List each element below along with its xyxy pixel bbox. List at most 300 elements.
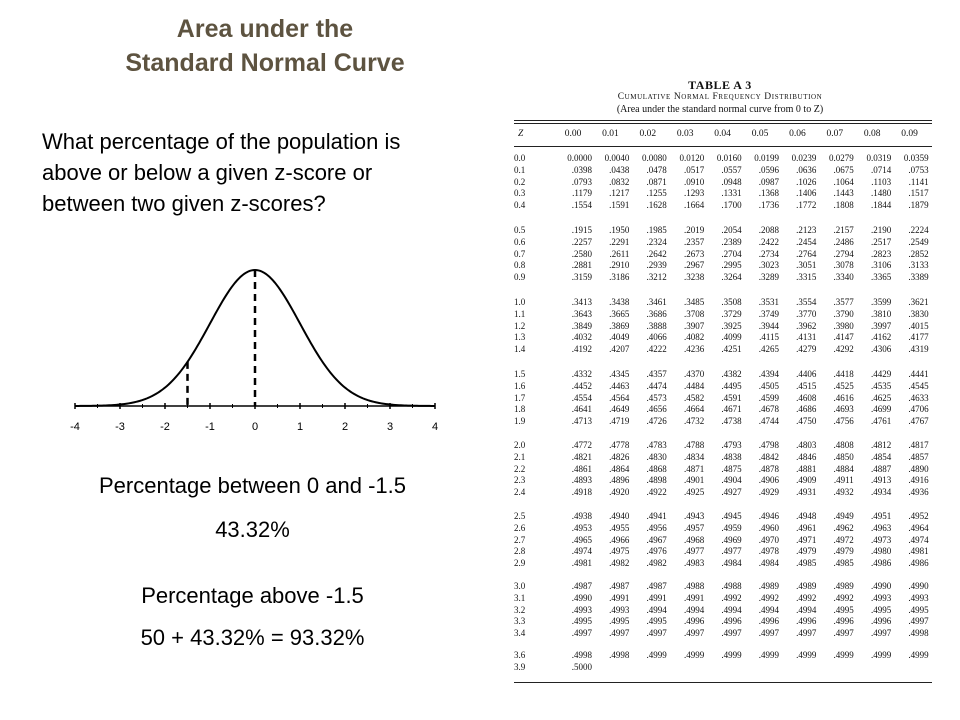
table-cell: .1026 [796,176,817,187]
table-cell: .4990 [908,581,929,591]
table-cell: .4995 [833,604,854,615]
table-cell: .4761 [870,416,892,427]
table-cell: .2123 [796,225,817,235]
table-cell: .4066 [646,332,667,343]
z-value: 2.9 [514,558,526,569]
x-tick-label: 2 [341,421,349,433]
table-cell: .3531 [758,297,779,307]
table-cell: .2549 [908,236,929,247]
value-column [816,511,854,570]
table-cell: .2324 [646,236,667,247]
z-value: 3.4 [514,628,526,639]
table-cell: .4997 [683,628,705,639]
z-value: 2.4 [514,487,526,498]
table-cell: 0.0000 [567,153,592,163]
table-cell: .1443 [833,188,854,199]
table-cell: .3485 [683,297,705,307]
table-cell: .4972 [833,534,854,545]
z-value: 0.9 [514,272,526,283]
table-cell: .2611 [609,248,630,259]
table-cell: .4996 [833,616,854,627]
question-line-2: above or below a given z-score or [42,160,373,185]
value-column [591,650,629,674]
value-column [666,225,704,284]
z-value: 0.5 [514,225,526,235]
z-value: 0.4 [514,200,526,211]
table-cell: .4999 [833,650,854,660]
table-cell: .4830 [646,451,667,462]
value-column [816,440,854,499]
table-cell: .4987 [646,581,667,591]
table-cell: .4994 [758,604,779,615]
table-cell: .4370 [683,369,705,379]
table-cell [778,662,816,674]
table-cell: .4996 [758,616,779,627]
table-cell: .4115 [759,332,779,343]
table-cell: .4812 [870,440,892,450]
table-cell: .4382 [721,369,742,379]
table-cell: .1179 [572,188,592,199]
table-cell: .4991 [683,592,705,603]
table-cell: .4429 [870,369,892,379]
table-cell: .2517 [870,236,892,247]
table-cell: .4878 [758,463,779,474]
table-cell: .1255 [646,188,667,199]
table-cell: .3577 [833,297,854,307]
table-cell: .3508 [721,297,742,307]
table-cell: .3944 [758,320,779,331]
table-cell: .4968 [683,534,705,545]
value-column [704,511,742,570]
table-cell: .4988 [683,581,705,591]
table-cell: .4265 [758,344,779,355]
table-cell: .4996 [683,616,705,627]
table-cell: .4545 [908,380,929,391]
table-cell: .4984 [721,558,742,569]
z-value: 1.6 [514,380,526,391]
table-cell: .4875 [721,463,742,474]
table-cell: .4966 [609,534,630,545]
value-column [666,511,704,570]
table-cell: .2939 [646,260,667,271]
table-header-col: 0.07 [826,129,844,139]
table-cell: .4995 [609,616,630,627]
table-cell: .4032 [571,332,592,343]
table-cell: .3729 [721,308,742,319]
table-cell: .1736 [758,200,779,211]
normal-curve-svg [60,258,460,440]
value-column [666,440,704,499]
z-value: 0.7 [514,248,526,259]
table-cell: .4474 [646,380,667,391]
table-cell: .4985 [833,558,854,569]
table-cell: .4857 [908,451,929,462]
table-cell: .0832 [609,176,630,187]
table-cell: .3106 [870,260,892,271]
table-cell: .1368 [758,188,779,199]
table-cell: .3997 [870,320,892,331]
table-cell: .3790 [833,308,854,319]
table-cell: .1700 [721,200,742,211]
table-header-rule [514,146,932,147]
table-cell: .4952 [908,511,929,521]
z-column [514,650,554,674]
title-line-1: Area under the [176,15,354,43]
value-column [891,369,929,428]
table-cell: .3438 [609,297,630,307]
table-cell: .4251 [721,344,742,355]
table-cell: .4999 [683,650,705,660]
table-cell: .4345 [609,369,630,379]
table-cell: .4015 [908,320,929,331]
table-cell: .0871 [646,176,667,187]
table-cell: .4834 [683,451,705,462]
table-cell [629,662,667,674]
table-cell: .4292 [833,344,854,355]
z-column [514,225,554,284]
table-cell: .4986 [870,558,892,569]
table-cell: .4980 [870,546,892,557]
table-cell: .4625 [870,392,892,403]
table-cell: .1331 [721,188,742,199]
table-cell: .3907 [683,320,705,331]
table-cell: .0753 [908,164,929,175]
table-cell: .2823 [870,248,892,259]
table-cell: .4998 [908,628,929,639]
table-cell: .4916 [908,475,929,486]
table-cell: .3925 [721,320,742,331]
table-cell: .4985 [796,558,817,569]
table-cell: .4964 [908,522,929,533]
value-column [554,153,592,212]
z-column [514,440,554,499]
table-cell: .4495 [721,380,742,391]
table-cell: .4738 [721,416,742,427]
table-cell: .4970 [758,534,779,545]
table-cell: .4896 [609,475,630,486]
z-value: 1.4 [514,344,526,355]
table-cell [891,662,929,674]
table-cell: .4995 [571,616,592,627]
value-column [741,581,779,640]
table-cell: .4997 [833,628,854,639]
table-cell: .3810 [870,308,892,319]
table-cell: .0438 [609,164,630,175]
value-column [629,650,667,674]
table-cell: .4357 [646,369,667,379]
value-column [704,297,742,356]
table-cell: .4922 [646,487,667,498]
z-value: 0.1 [514,164,526,175]
value-column [853,225,891,284]
table-cell: .2852 [908,248,929,259]
x-tick-label: -3 [115,421,125,433]
value-column [629,440,667,499]
table-cell: .3830 [908,308,929,319]
table-cell: .4979 [833,546,854,557]
value-column [853,297,891,356]
table-cell: .4996 [721,616,742,627]
z-value: 3.1 [514,592,526,603]
value-column [891,511,929,570]
table-cell: .4994 [796,604,817,615]
table-cell: .4554 [571,392,592,403]
table-cell: .4999 [870,650,892,660]
table-cell: .4798 [758,440,779,450]
value-column [891,440,929,499]
z-table [506,78,934,688]
table-header-col: 0.05 [751,129,769,139]
z-value: 1.3 [514,332,526,343]
value-column [666,297,704,356]
value-column [741,297,779,356]
table-header-col: 0.09 [901,129,918,139]
table-cell: .1628 [646,200,667,211]
value-column [778,650,816,674]
table-caption: (Area under the standard normal curve from 0 to Z) [616,104,824,115]
z-value: 3.9 [514,661,526,672]
table-cell: .4975 [609,546,630,557]
table-cell: .4999 [908,650,929,660]
table-cell: .4821 [571,451,592,462]
table-cell: .4984 [758,558,779,569]
table-cell: .4992 [721,592,742,603]
z-value: 2.5 [514,511,526,521]
table-cell: .4418 [833,369,854,379]
table-cell: .4767 [908,416,929,427]
value-column [853,581,891,640]
table-cell: .4961 [796,522,817,533]
value-column [741,369,779,428]
table-cell: .2673 [683,248,705,259]
table-cell: 0.0359 [903,153,929,163]
z-value: 0.8 [514,260,526,271]
z-value: 2.1 [514,451,526,462]
table-cell: .4842 [758,451,779,462]
table-cell: .4997 [870,628,892,639]
z-value: 1.8 [514,404,526,415]
table-cell: .4992 [796,592,817,603]
value-column [816,153,854,212]
table-cell: .4904 [721,475,742,486]
table-cell: 0.0080 [642,153,667,163]
value-column [891,581,929,640]
table-cell: .4995 [908,604,929,615]
x-tick-label: -4 [70,421,80,433]
table-cell: .2054 [721,225,742,235]
table-cell: .4936 [908,487,929,498]
table-cell: .4949 [833,511,854,521]
table-cell: .3749 [758,308,779,319]
table-cell: .4934 [870,487,892,498]
table-cell: .4974 [908,534,929,545]
table-cell: .1591 [609,200,630,211]
table-cell: .4177 [908,332,929,343]
table-title: TABLE A 3 [688,78,752,92]
table-cell: .4946 [758,511,779,521]
table-header-col: 0.04 [714,129,731,139]
table-cell: .3599 [870,297,892,307]
z-value: 1.7 [514,392,526,403]
value-column [554,511,592,570]
table-header-col: 0.08 [863,129,881,139]
table-cell: .4987 [571,581,592,591]
value-column [816,297,854,356]
table-cell: .4913 [870,475,892,486]
table-cell: .4982 [646,558,667,569]
value-column [704,440,742,499]
table-cell: .4778 [609,440,630,450]
table-cell: .4732 [683,416,705,427]
table-cell: .2157 [833,225,854,235]
table-cell: .3686 [646,308,667,319]
table-cell: .4803 [796,440,817,450]
title-line-2: Standard Normal Curve [125,49,405,77]
table-cell: .4890 [908,463,929,474]
table-cell: .4997 [646,628,667,639]
x-tick-label: 4 [431,421,439,433]
table-cell: .4911 [833,475,854,486]
value-column [816,369,854,428]
table-cell: .3770 [796,308,817,319]
table-cell: .4967 [646,534,667,545]
table-cell: .1664 [683,200,705,211]
table-cell: .4973 [870,534,892,545]
table-cell: .4978 [758,546,779,557]
z-value: 3.6 [514,650,526,660]
table-cell: .4147 [833,332,854,343]
table-cell: .4997 [721,628,742,639]
value-column [591,153,629,212]
table-cell: .2291 [609,236,630,247]
value-column [554,440,592,499]
table-cell: 0.0319 [866,153,892,163]
table-cell: .4082 [683,332,705,343]
z-value: 2.3 [514,475,526,486]
table-cell: .4564 [609,392,630,403]
table-top-rule-2 [514,123,932,124]
table-cell: 0.0279 [829,153,854,163]
table-cell: .4788 [683,440,705,450]
table-cell: .4956 [646,522,667,533]
table-cell: .4884 [833,463,854,474]
table-cell: .0636 [796,164,817,175]
table-cell: .3621 [908,297,929,307]
value-column [554,369,592,428]
table-cell: .2454 [796,236,817,247]
table-cell: .3078 [833,260,854,271]
table-cell: .0517 [683,164,705,175]
table-cell: .4992 [758,592,779,603]
z-value: 0.2 [514,176,526,187]
table-cell: .4394 [758,369,779,379]
value-column [629,297,667,356]
table-cell: .4846 [796,451,817,462]
value-column [629,153,667,212]
table-cell: .4932 [833,487,854,498]
table-cell: .4991 [609,592,630,603]
z-value: 2.8 [514,546,526,557]
table-cell: .2257 [571,236,592,247]
table-header-col: 0.02 [639,129,657,139]
value-column [778,581,816,640]
question-line-1: What percentage of the population is [42,129,401,154]
table-cell: .4941 [646,511,667,521]
table-cell: .0948 [721,176,742,187]
table-cell: .4162 [870,332,892,343]
z-value: 2.7 [514,534,526,545]
z-column [514,297,554,356]
table-cell: .4793 [721,440,742,450]
table-cell: .5000 [571,661,592,672]
value-column [741,511,779,570]
table-cell: .4943 [683,511,705,521]
value-column [853,440,891,499]
table-cell: .4986 [908,558,929,569]
table-cell: .4864 [609,463,630,474]
table-cell: .4988 [721,581,742,591]
above-value: 50 + 43.32% = 93.32% [140,625,365,650]
table-cell: .3554 [796,297,817,307]
value-column [554,581,592,640]
table-cell: .4515 [796,380,817,391]
table-cell: .0478 [646,164,667,175]
table-cell: .0557 [721,164,742,175]
table-cell: .4998 [609,650,630,660]
value-column [629,581,667,640]
table-cell: .4750 [796,416,817,427]
z-value: 1.5 [514,369,526,379]
table-cell: .2357 [683,236,705,247]
table-cell: .0675 [833,164,854,175]
slide-title [40,12,490,80]
table-cell: .4997 [571,628,592,639]
value-column [778,440,816,499]
table-cell: .1064 [833,176,854,187]
value-column [666,153,704,212]
table-cell: .1879 [908,200,929,211]
table-cell: .4898 [646,475,667,486]
table-cell: .2764 [796,248,817,259]
table-header-col: 0.06 [789,129,806,139]
table-cell: .4957 [683,522,705,533]
table-cell: .4959 [721,522,742,533]
table-top-rule [514,120,932,121]
value-column [891,225,929,284]
table-header-col: 0.03 [676,129,694,139]
table-cell: .3708 [683,308,705,319]
table-cell: .4999 [758,650,779,660]
table-cell: .3413 [571,297,592,307]
value-column [853,369,891,428]
table-cell: .2190 [870,225,892,235]
bell-curve [75,270,435,406]
table-cell: .4945 [721,511,742,521]
table-cell: .4332 [571,369,592,379]
table-header-col: 0.01 [602,129,619,139]
table-cell: .4649 [609,404,630,415]
table-cell: .4993 [571,604,592,615]
table-cell: .4808 [833,440,854,450]
x-tick-label: 1 [296,421,304,433]
table-cell: .4940 [609,511,630,521]
value-column [778,511,816,570]
table-cell: .3023 [758,260,779,271]
table-cell: .4664 [683,404,705,415]
z-value: 1.1 [514,308,526,319]
normal-curve-graph [60,258,460,440]
value-column [778,297,816,356]
